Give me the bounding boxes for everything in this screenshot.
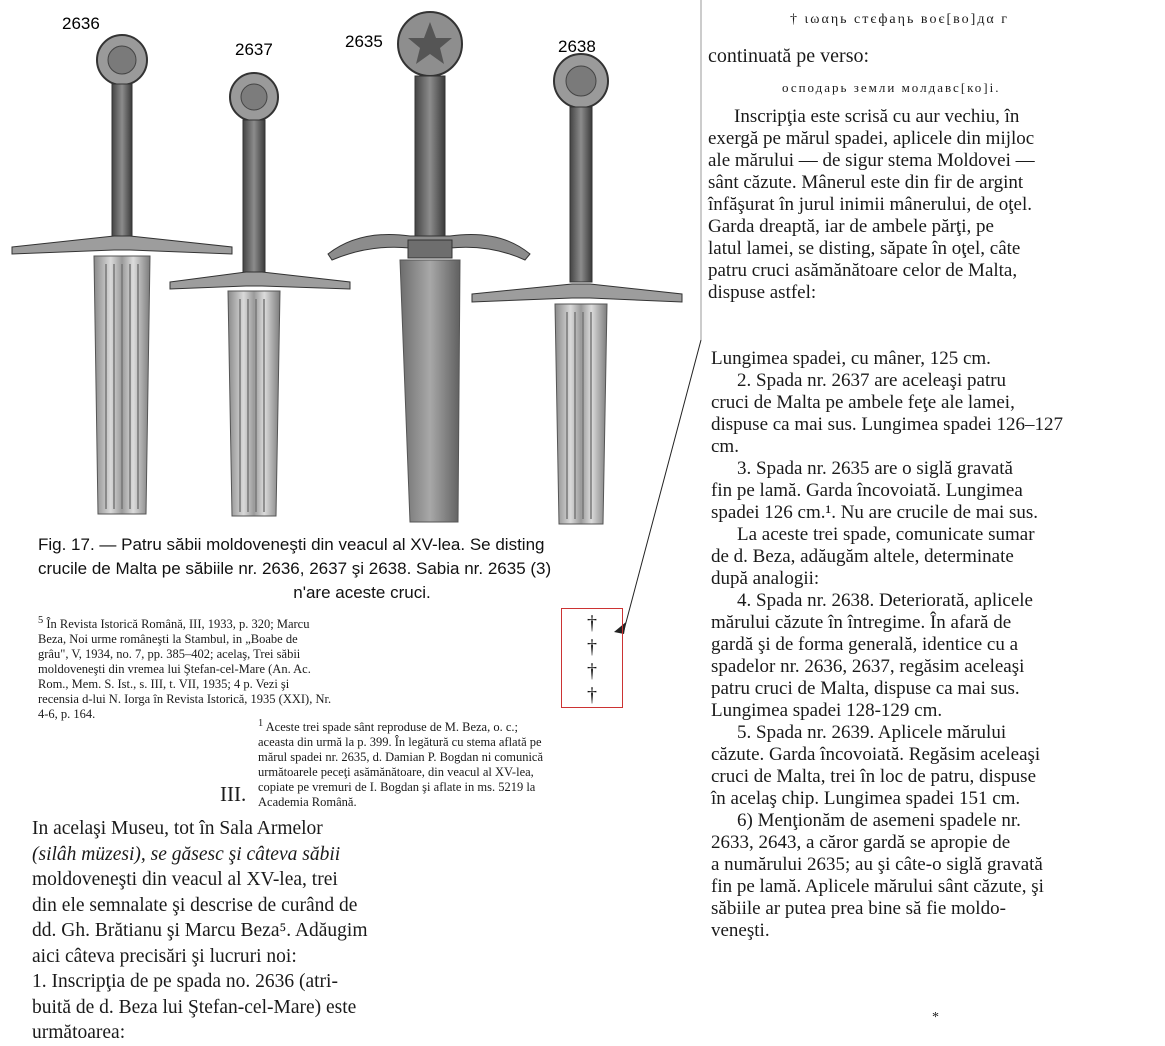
body-line: spadei 126 cm.¹. Nu are crucile de mai sus. (711, 502, 1039, 523)
footnote-line: moldoveneşti din vremea lui Ştefan-cel-Mare (An. Ac. (38, 662, 311, 677)
cross-icon: † (587, 612, 597, 634)
body-line: gardă şi de forma generală, identice cu a (711, 634, 1019, 655)
body-line: a numărului 2635; au şi câte-o siglă gravată (711, 854, 1043, 875)
footnote-line: copiate pe vremuri de I. Bogdan şi aflate in ms. 5219 la (258, 780, 536, 795)
footnote-line: Beza, Noi urme româneşti la Stambul, in „Boabe de (38, 632, 298, 647)
body-line: 4. Spada nr. 2638. Deteriorată, aplicele (737, 590, 1033, 611)
asterisk-mark: * (932, 1010, 939, 1025)
cross-icon: † (587, 636, 597, 658)
body-line: In acelaşi Museu, tot în Sala Armelor (32, 818, 323, 839)
body-line: (silâh müzesi), se găsesc şi câteva săbii (32, 843, 341, 865)
body-line: dispuse ca mai sus. Lungimea spadei 126–127 (711, 414, 1063, 435)
body-line: de d. Beza, adăugăm altele, determinate (711, 546, 1014, 567)
body-line: cruci de Malta pe ambele feţe ale lamei, (711, 392, 1015, 413)
caption-line: crucile de Malta pe săbiile nr. 2636, 2637 şi 2638. Sabia nr. 2635 (3) (38, 559, 552, 578)
label-2638: 2638 (558, 37, 596, 56)
footnote-line: următoarele peceţi asămănătoare, din veacul al XV-lea, (258, 765, 534, 780)
body-line: înfăşurat în jurul inimii mânerului, de oţel. (708, 194, 1032, 215)
footnote-1 (258, 716, 698, 810)
body-line: moldoveneşti din veacul al XV-lea, trei (32, 869, 338, 890)
body-line: 3. Spada nr. 2635 are o siglă gravată (737, 458, 1013, 479)
label-2635: 2635 (345, 32, 383, 51)
body-line: sânt căzute. Mânerul este din fir de argint (708, 172, 1024, 193)
body-line: Garda dreaptă, iar de ambele părţi, pe (708, 216, 994, 237)
figure-caption (38, 533, 686, 605)
body-line: 1. Inscripţia de pe spada no. 2636 (atri- (32, 971, 338, 992)
body-line: patru cruci asămănătoare celor de Malta, (708, 260, 1018, 281)
body-line: Inscripţia este scrisă cu aur vechiu, în (734, 106, 1020, 127)
footnote-marker: 5 (38, 615, 44, 626)
footnote-line: mărul spadei nr. 2635, d. Damian P. Bogdan ni comunică (258, 750, 544, 765)
body-line: 2. Spada nr. 2637 are aceleaşi patru (737, 370, 1007, 391)
footnote-marker: 1 (258, 718, 264, 729)
cross-icon: † (587, 660, 597, 682)
cross-icon: † (587, 684, 597, 706)
body-line: exergă pe mărul spadei, aplicele din mijloc (708, 128, 1035, 149)
body-line: aici câteva precisări şi lucruri noi: (32, 945, 297, 967)
body-line: fin pe lamă. Aplicele mărului sânt căzute, şi (711, 876, 1044, 897)
body-line: următoarea: (32, 1022, 126, 1043)
cyrillic-inscription-1: † ιωαηь стєфаηь вοє[во]дα г (790, 12, 1010, 27)
body-line: buită de d. Beza lui Ştefan-cel-Mare) este (32, 996, 357, 1018)
sword-2636 (12, 35, 232, 514)
label-2637: 2637 (235, 40, 273, 59)
body-line: fin pe lamă. Garda încovoiată. Lungimea (711, 480, 1023, 501)
body-line: mărului căzute în întregime. În afară de (711, 612, 1012, 633)
sword-2635 (328, 12, 530, 522)
footnote-5 (38, 613, 478, 722)
swords-illustration (10, 4, 685, 529)
cyrillic-inscription-2: осподарь земли молдавс[ко]і. (782, 80, 1001, 95)
body-line: din ele semnalate şi descrise de curând de (32, 894, 358, 916)
footnote-line: grâu", V, 1934, no. 7, pp. 385–402; acelaş, Trei săbii (38, 647, 301, 662)
continued-text: continuată pe verso: (708, 45, 870, 67)
body-line: spadelor nr. 2636, 2637, regăsim aceleaşi (711, 656, 1025, 677)
left-body-text (32, 816, 452, 1046)
body-line: săbiile ar putea prea bine să fie moldo- (711, 898, 1006, 919)
body-line: 2633, 2643, a căror gardă se apropie de (711, 832, 1011, 853)
footnote-line: recensia d-lui N. Iorga în Revista Istorică, 1935 (XXI), Nr. (38, 692, 332, 707)
footnote-line: Academia Română. (258, 795, 357, 810)
right-bottom-paragraphs (711, 348, 1156, 942)
footnote-line: aceasta din urmă la p. 399. În legătură cu stema aflată pe (258, 735, 542, 750)
body-line: 5. Spada nr. 2639. Aplicele mărului (737, 722, 1007, 743)
body-line: ale mărului — de sigur stema Moldovei — (708, 150, 1035, 171)
body-line: căzute. Garda încovoiată. Regăsim aceleaşi (711, 744, 1041, 765)
body-line: La aceste trei spade, comunicate sumar (737, 524, 1035, 545)
swords-photo (10, 4, 685, 529)
body-line: cruci de Malta, trei în loc de patru, dispuse (711, 766, 1037, 787)
body-line: dispuse astfel: (708, 282, 817, 303)
sword-2637 (170, 73, 350, 516)
crosses-box (561, 608, 623, 708)
caption-line: n'are aceste cruci. (293, 583, 431, 602)
body-line: latul lamei, se disting, săpate în oţel, câte (708, 238, 1021, 259)
body-line: după analogii: (711, 568, 820, 589)
body-line: în acelaş chip. Lungimea spadei 151 cm. (711, 788, 1021, 809)
label-2636: 2636 (62, 14, 100, 33)
footnote-line: Rom., Mem. S. Ist., s. III, t. VII, 1935; 4 p. Vezi şi (38, 677, 290, 692)
body-line: Lungimea spadei, cu mâner, 125 cm. (711, 348, 991, 369)
body-line: cm. (711, 436, 739, 457)
right-top-paragraph (708, 106, 1158, 304)
body-line: patru cruci de Malta, dispuse ca mai sus. (711, 678, 1020, 699)
footnote-line: 4-6, p. 164. (38, 707, 96, 722)
footnote-line: În Revista Istorică Română, III, 1933, p. 320; Marcu (46, 617, 310, 632)
roman-numeral: III. (220, 782, 247, 806)
caption-line: Fig. 17. — Patru săbii moldoveneşti din veacul al XV-lea. Se disting (38, 535, 545, 554)
body-line: 6) Menţionăm de asemeni spadele nr. (737, 810, 1021, 831)
footnote-line: Aceste trei spade sânt reproduse de M. Beza, o. c.; (265, 720, 518, 735)
body-line: veneşti. (711, 920, 770, 941)
body-line: dd. Gh. Brătianu şi Marcu Beza⁵. Adăugim (32, 920, 368, 941)
body-line: Lungimea spadei 128-129 cm. (711, 700, 943, 721)
